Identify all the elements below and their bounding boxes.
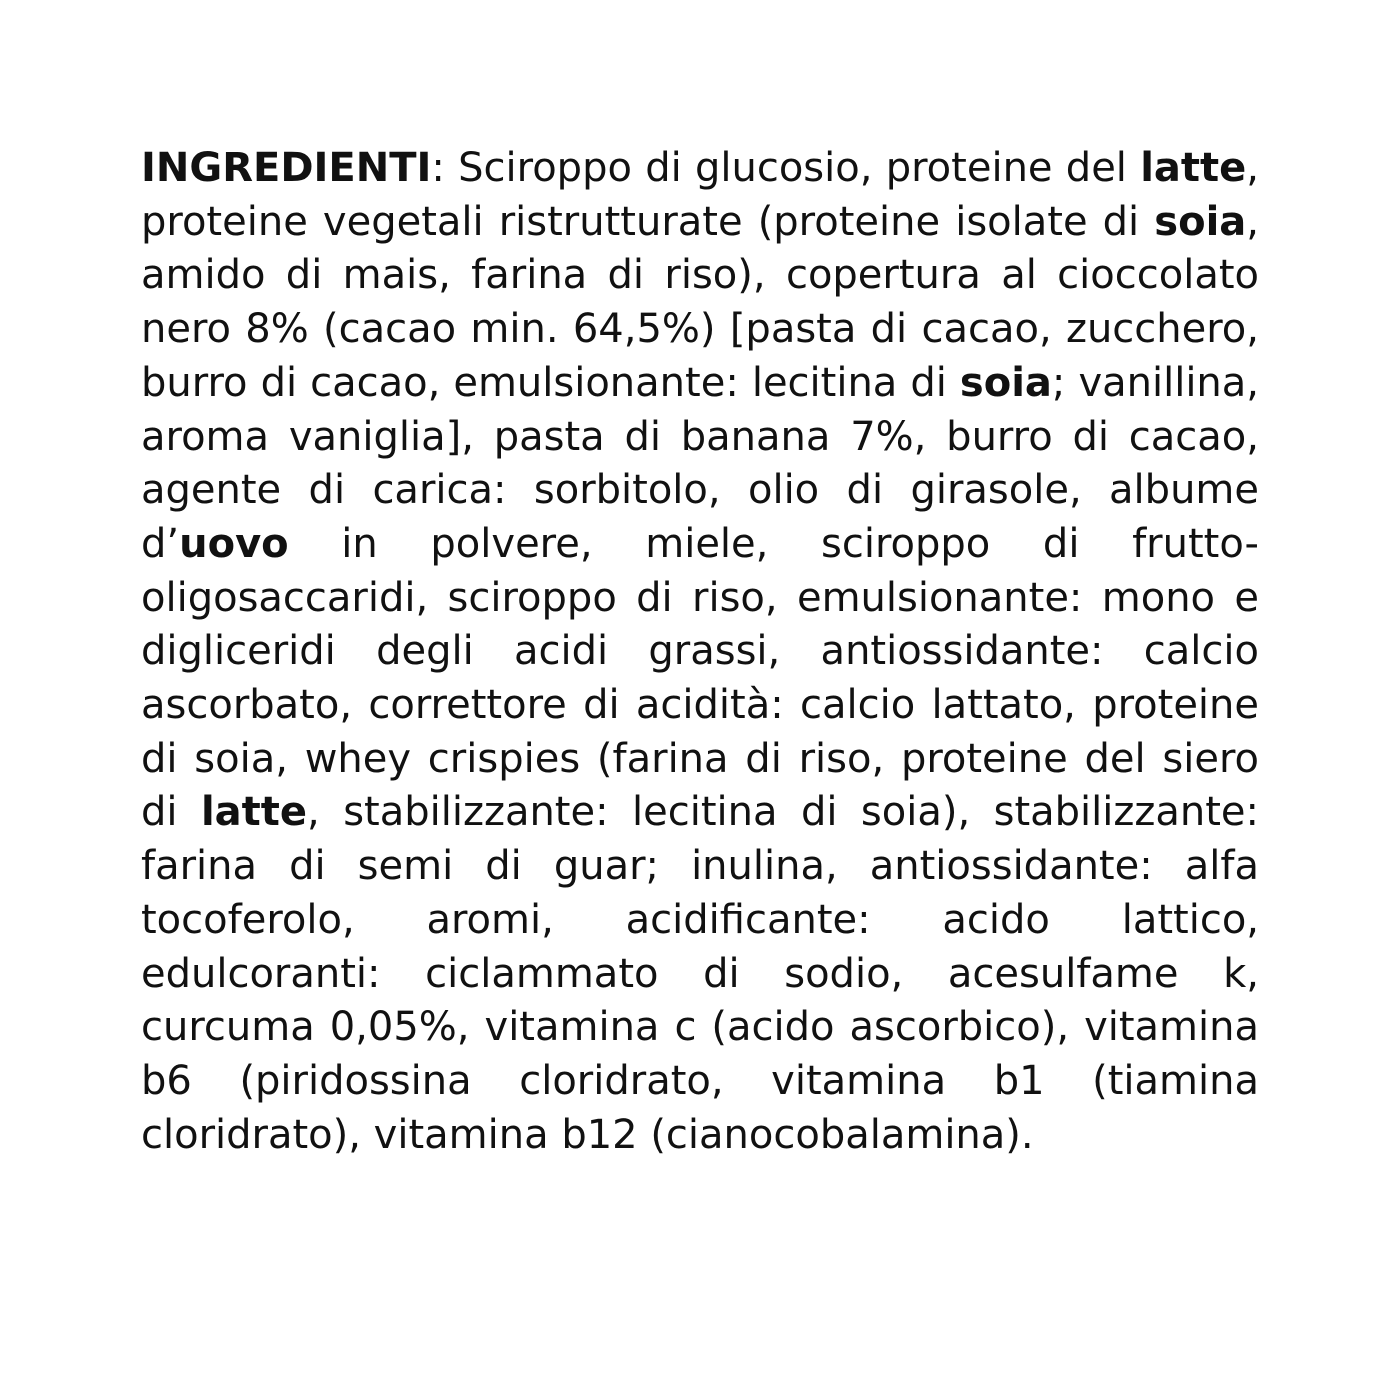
ingredients-text xyxy=(141,142,1259,1162)
heading-colon: : xyxy=(431,145,459,191)
allergen-egg: uovo xyxy=(179,520,289,567)
ingredient-segment: ; vanillina, aroma vaniglia], pasta di banana 7%, burro di cacao, agente di carica: sorbitolo, olio di girasole, albume d’ xyxy=(141,359,1260,567)
ingredient-segment: , stabilizzante: lecitina di soia), stabilizzante: farina di semi di guar; inulina, antiossidante: alfa tocoferolo, aromi, acidificante: acido lattico, edulcoranti: ciclammato di sodio, acesulfame k, curcuma 0,05%, vitamina c (acido ascorbico), vitamina b6 (piridossina cloridrato, vitamina b1 (tiamina cloridrato), vitamina b12 (cianocobalamina). xyxy=(141,789,1259,1158)
ingredient-segment: in polvere, miele, sciroppo di frutto-oligosaccaridi, sciroppo di riso, emulsionante: mono e digliceridi degli acidi grassi, antiossidante: calcio ascorbato, correttore di acidità: calcio lattato, proteine di soia, whey crispies (farina di riso, proteine del siero di xyxy=(141,520,1259,836)
ingredient-segment: , amido di mais, farina di riso), copertura al cioccolato nero 8% (cacao min. 64,5%) [pasta di cacao, zucchero, burro di cacao, emulsionante: lecitina di xyxy=(141,198,1259,406)
ingredient-segment: , proteine vegetali ristrutturate (proteine isolate di xyxy=(141,145,1259,245)
allergen-milk: latte xyxy=(1140,145,1247,191)
ingredients-heading: INGREDIENTI xyxy=(141,145,432,191)
allergen-milk: latte xyxy=(200,789,308,836)
allergen-soy: soia xyxy=(959,359,1052,406)
ingredient-segment: Sciroppo di glucosio, proteine del xyxy=(458,145,1141,191)
allergen-soy: soia xyxy=(1154,198,1247,245)
